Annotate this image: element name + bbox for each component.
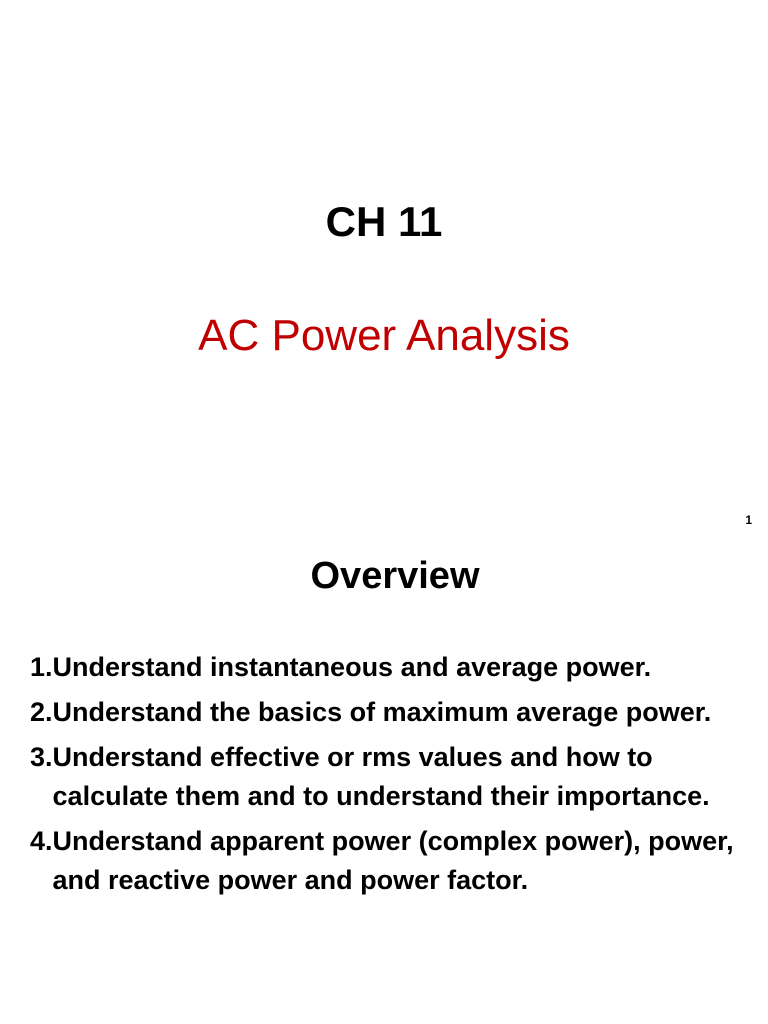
objective-item — [30, 648, 760, 687]
objective-text: Understand instantaneous and average power. — [52, 652, 652, 682]
objective-item — [30, 822, 760, 900]
slide-overview — [0, 540, 768, 1024]
objective-number: 2. — [30, 697, 53, 727]
objective-number: 1. — [30, 652, 53, 682]
objective-list — [30, 648, 760, 906]
objective-number: 3. — [30, 742, 53, 772]
objective-text: Understand the basics of maximum average power. — [52, 697, 712, 727]
objective-number: 4. — [30, 826, 53, 856]
overview-title: Overview — [310, 555, 480, 597]
page-number: 1 — [745, 513, 752, 527]
chapter-subtitle: AC Power Analysis — [198, 311, 570, 360]
objective-item — [30, 738, 760, 816]
chapter-title: CH 11 — [325, 198, 443, 245]
objective-text: Understand apparent power (complex power), power, and reactive power and power factor. — [52, 826, 734, 895]
objective-item — [30, 693, 760, 732]
objective-text: Understand effective or rms values and how to calculate them and to understand their importance. — [52, 742, 710, 811]
